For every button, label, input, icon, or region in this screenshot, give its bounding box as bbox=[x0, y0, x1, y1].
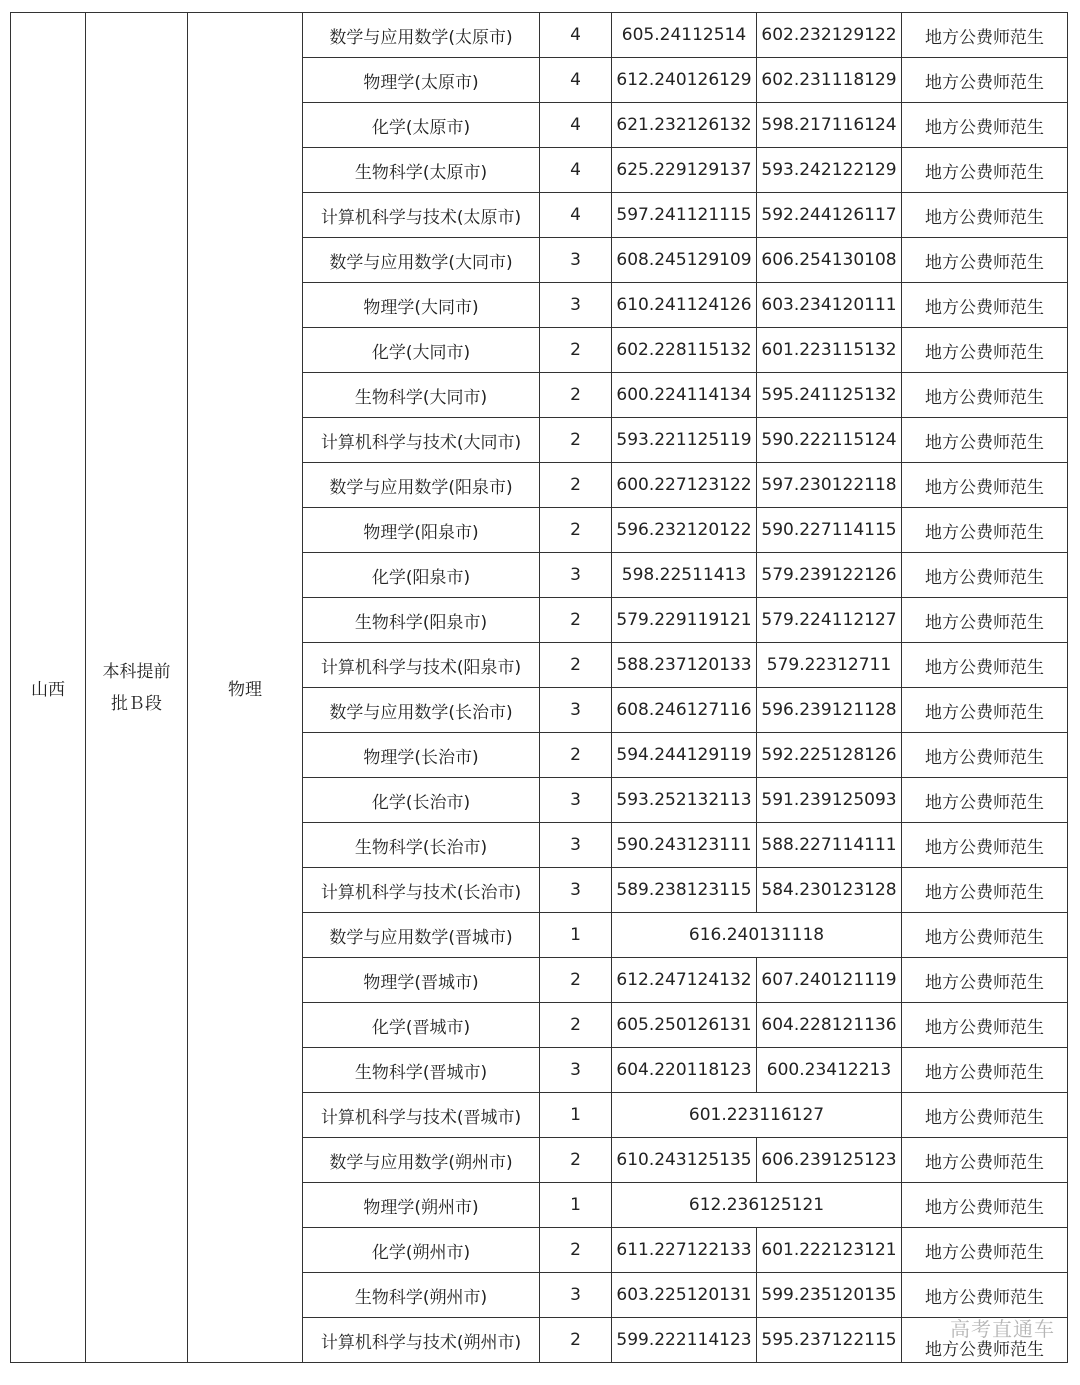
min-score-cell: 606.239125123 bbox=[757, 1138, 902, 1183]
max-score-cell: 612.240126129 bbox=[612, 58, 757, 103]
major-cell: 化学(太原市) bbox=[303, 103, 540, 148]
score-cell: 612.236125121 bbox=[612, 1183, 902, 1228]
min-score-cell: 595.241125132 bbox=[757, 373, 902, 418]
count-cell: 2 bbox=[540, 1003, 612, 1048]
type-cell bbox=[902, 1318, 1068, 1363]
type-cell: 地方公费师范生 bbox=[902, 1003, 1068, 1048]
max-score-cell: 596.232120122 bbox=[612, 508, 757, 553]
province-cell: 山西 bbox=[11, 13, 86, 1363]
major-cell: 生物科学(长治市) bbox=[303, 823, 540, 868]
major-cell: 生物科学(大同市) bbox=[303, 373, 540, 418]
max-score-cell: 598.22511413 bbox=[612, 553, 757, 598]
min-score-cell: 595.237122115 bbox=[757, 1318, 902, 1363]
min-score-cell: 599.235120135 bbox=[757, 1273, 902, 1318]
min-score-cell: 596.239121128 bbox=[757, 688, 902, 733]
subject-cell: 物理 bbox=[188, 13, 303, 1363]
count-cell: 1 bbox=[540, 1183, 612, 1228]
type-cell: 地方公费师范生 bbox=[902, 283, 1068, 328]
count-cell: 2 bbox=[540, 418, 612, 463]
max-score-cell: 579.229119121 bbox=[612, 598, 757, 643]
max-score-cell: 594.244129119 bbox=[612, 733, 757, 778]
count-cell: 3 bbox=[540, 868, 612, 913]
count-cell: 4 bbox=[540, 58, 612, 103]
max-score-cell: 608.246127116 bbox=[612, 688, 757, 733]
major-cell: 物理学(阳泉市) bbox=[303, 508, 540, 553]
max-score-cell: 590.243123111 bbox=[612, 823, 757, 868]
min-score-cell: 590.227114115 bbox=[757, 508, 902, 553]
major-cell: 化学(大同市) bbox=[303, 328, 540, 373]
min-score-cell: 602.231118129 bbox=[757, 58, 902, 103]
count-cell: 1 bbox=[540, 1093, 612, 1138]
table-row bbox=[11, 13, 1068, 58]
major-cell: 生物科学(晋城市) bbox=[303, 1048, 540, 1093]
count-cell: 2 bbox=[540, 958, 612, 1003]
min-score-cell: 592.244126117 bbox=[757, 193, 902, 238]
major-cell: 数学与应用数学(太原市) bbox=[303, 13, 540, 58]
type-cell: 地方公费师范生 bbox=[902, 148, 1068, 193]
type-cell: 地方公费师范生 bbox=[902, 1273, 1068, 1318]
type-text: 地方公费师范生 bbox=[925, 1340, 1044, 1360]
min-score-cell: 602.232129122 bbox=[757, 13, 902, 58]
min-score-cell: 579.22312711 bbox=[757, 643, 902, 688]
major-cell: 数学与应用数学(朔州市) bbox=[303, 1138, 540, 1183]
type-cell: 地方公费师范生 bbox=[902, 868, 1068, 913]
count-cell: 3 bbox=[540, 1273, 612, 1318]
max-score-cell: 621.232126132 bbox=[612, 103, 757, 148]
major-cell: 计算机科学与技术(晋城市) bbox=[303, 1093, 540, 1138]
major-cell: 化学(晋城市) bbox=[303, 1003, 540, 1048]
type-cell: 地方公费师范生 bbox=[902, 1138, 1068, 1183]
min-score-cell: 579.239122126 bbox=[757, 553, 902, 598]
min-score-cell: 604.228121136 bbox=[757, 1003, 902, 1048]
max-score-cell: 599.222114123 bbox=[612, 1318, 757, 1363]
type-cell: 地方公费师范生 bbox=[902, 418, 1068, 463]
max-score-cell: 605.250126131 bbox=[612, 1003, 757, 1048]
type-cell: 地方公费师范生 bbox=[902, 778, 1068, 823]
major-cell: 物理学(太原市) bbox=[303, 58, 540, 103]
count-cell: 3 bbox=[540, 823, 612, 868]
min-score-cell: 593.242122129 bbox=[757, 148, 902, 193]
max-score-cell: 610.241124126 bbox=[612, 283, 757, 328]
type-cell: 地方公费师范生 bbox=[902, 913, 1068, 958]
min-score-cell: 601.222123121 bbox=[757, 1228, 902, 1273]
type-cell: 地方公费师范生 bbox=[902, 733, 1068, 778]
max-score-cell: 588.237120133 bbox=[612, 643, 757, 688]
admission-scores-table bbox=[10, 12, 1068, 1363]
max-score-cell: 593.221125119 bbox=[612, 418, 757, 463]
major-cell: 物理学(大同市) bbox=[303, 283, 540, 328]
major-cell: 物理学(晋城市) bbox=[303, 958, 540, 1003]
min-score-cell: 597.230122118 bbox=[757, 463, 902, 508]
max-score-cell: 602.228115132 bbox=[612, 328, 757, 373]
type-cell: 地方公费师范生 bbox=[902, 643, 1068, 688]
max-score-cell: 625.229129137 bbox=[612, 148, 757, 193]
min-score-cell: 590.222115124 bbox=[757, 418, 902, 463]
count-cell: 3 bbox=[540, 688, 612, 733]
min-score-cell: 588.227114111 bbox=[757, 823, 902, 868]
major-cell: 数学与应用数学(阳泉市) bbox=[303, 463, 540, 508]
count-cell: 3 bbox=[540, 1048, 612, 1093]
major-cell: 计算机科学与技术(朔州市) bbox=[303, 1318, 540, 1363]
count-cell: 2 bbox=[540, 643, 612, 688]
count-cell: 2 bbox=[540, 328, 612, 373]
min-score-cell: 601.223115132 bbox=[757, 328, 902, 373]
max-score-cell: 605.24112514 bbox=[612, 13, 757, 58]
count-cell: 2 bbox=[540, 598, 612, 643]
max-score-cell: 603.225120131 bbox=[612, 1273, 757, 1318]
min-score-cell: 591.239125093 bbox=[757, 778, 902, 823]
type-cell: 地方公费师范生 bbox=[902, 1048, 1068, 1093]
max-score-cell: 593.252132113 bbox=[612, 778, 757, 823]
max-score-cell: 604.220118123 bbox=[612, 1048, 757, 1093]
max-score-cell: 608.245129109 bbox=[612, 238, 757, 283]
table-body bbox=[11, 13, 1068, 1363]
max-score-cell: 611.227122133 bbox=[612, 1228, 757, 1273]
min-score-cell: 600.23412213 bbox=[757, 1048, 902, 1093]
max-score-cell: 612.247124132 bbox=[612, 958, 757, 1003]
count-cell: 4 bbox=[540, 103, 612, 148]
type-cell: 地方公费师范生 bbox=[902, 238, 1068, 283]
min-score-cell: 592.225128126 bbox=[757, 733, 902, 778]
count-cell: 4 bbox=[540, 148, 612, 193]
count-cell: 3 bbox=[540, 778, 612, 823]
type-cell: 地方公费师范生 bbox=[902, 1183, 1068, 1228]
major-cell: 化学(长治市) bbox=[303, 778, 540, 823]
type-cell: 地方公费师范生 bbox=[902, 373, 1068, 418]
count-cell: 2 bbox=[540, 733, 612, 778]
major-cell: 计算机科学与技术(太原市) bbox=[303, 193, 540, 238]
count-cell: 3 bbox=[540, 238, 612, 283]
max-score-cell: 610.243125135 bbox=[612, 1138, 757, 1183]
major-cell: 生物科学(太原市) bbox=[303, 148, 540, 193]
count-cell: 3 bbox=[540, 283, 612, 328]
major-cell: 计算机科学与技术(大同市) bbox=[303, 418, 540, 463]
min-score-cell: 603.234120111 bbox=[757, 283, 902, 328]
score-cell: 601.223116127 bbox=[612, 1093, 902, 1138]
major-cell: 计算机科学与技术(长治市) bbox=[303, 868, 540, 913]
count-cell: 4 bbox=[540, 13, 612, 58]
type-cell: 地方公费师范生 bbox=[902, 103, 1068, 148]
count-cell: 2 bbox=[540, 373, 612, 418]
max-score-cell: 597.241121115 bbox=[612, 193, 757, 238]
min-score-cell: 584.230123128 bbox=[757, 868, 902, 913]
min-score-cell: 579.224112127 bbox=[757, 598, 902, 643]
major-cell: 化学(朔州市) bbox=[303, 1228, 540, 1273]
count-cell: 2 bbox=[540, 1138, 612, 1183]
type-cell: 地方公费师范生 bbox=[902, 688, 1068, 733]
type-cell: 地方公费师范生 bbox=[902, 13, 1068, 58]
batch-cell: 本科提前批Ｂ段 bbox=[86, 13, 188, 1363]
type-cell: 地方公费师范生 bbox=[902, 508, 1068, 553]
count-cell: 2 bbox=[540, 463, 612, 508]
type-cell: 地方公费师范生 bbox=[902, 58, 1068, 103]
major-cell: 计算机科学与技术(阳泉市) bbox=[303, 643, 540, 688]
count-cell: 1 bbox=[540, 913, 612, 958]
major-cell: 数学与应用数学(大同市) bbox=[303, 238, 540, 283]
score-cell: 616.240131118 bbox=[612, 913, 902, 958]
type-cell: 地方公费师范生 bbox=[902, 193, 1068, 238]
count-cell: 2 bbox=[540, 1228, 612, 1273]
min-score-cell: 606.254130108 bbox=[757, 238, 902, 283]
min-score-cell: 598.217116124 bbox=[757, 103, 902, 148]
count-cell: 3 bbox=[540, 553, 612, 598]
watermark: 高考直通车 bbox=[950, 1317, 1055, 1341]
type-cell: 地方公费师范生 bbox=[902, 553, 1068, 598]
major-cell: 生物科学(朔州市) bbox=[303, 1273, 540, 1318]
type-cell: 地方公费师范生 bbox=[902, 1093, 1068, 1138]
major-cell: 化学(阳泉市) bbox=[303, 553, 540, 598]
max-score-cell: 589.238123115 bbox=[612, 868, 757, 913]
major-cell: 数学与应用数学(长治市) bbox=[303, 688, 540, 733]
type-cell: 地方公费师范生 bbox=[902, 823, 1068, 868]
type-cell: 地方公费师范生 bbox=[902, 328, 1068, 373]
count-cell: 2 bbox=[540, 1318, 612, 1363]
count-cell: 2 bbox=[540, 508, 612, 553]
count-cell: 4 bbox=[540, 193, 612, 238]
major-cell: 数学与应用数学(晋城市) bbox=[303, 913, 540, 958]
type-cell: 地方公费师范生 bbox=[902, 1228, 1068, 1273]
min-score-cell: 607.240121119 bbox=[757, 958, 902, 1003]
type-cell: 地方公费师范生 bbox=[902, 463, 1068, 508]
type-cell: 地方公费师范生 bbox=[902, 598, 1068, 643]
major-cell: 物理学(朔州市) bbox=[303, 1183, 540, 1228]
max-score-cell: 600.227123122 bbox=[612, 463, 757, 508]
major-cell: 生物科学(阳泉市) bbox=[303, 598, 540, 643]
major-cell: 物理学(长治市) bbox=[303, 733, 540, 778]
max-score-cell: 600.224114134 bbox=[612, 373, 757, 418]
type-cell: 地方公费师范生 bbox=[902, 958, 1068, 1003]
